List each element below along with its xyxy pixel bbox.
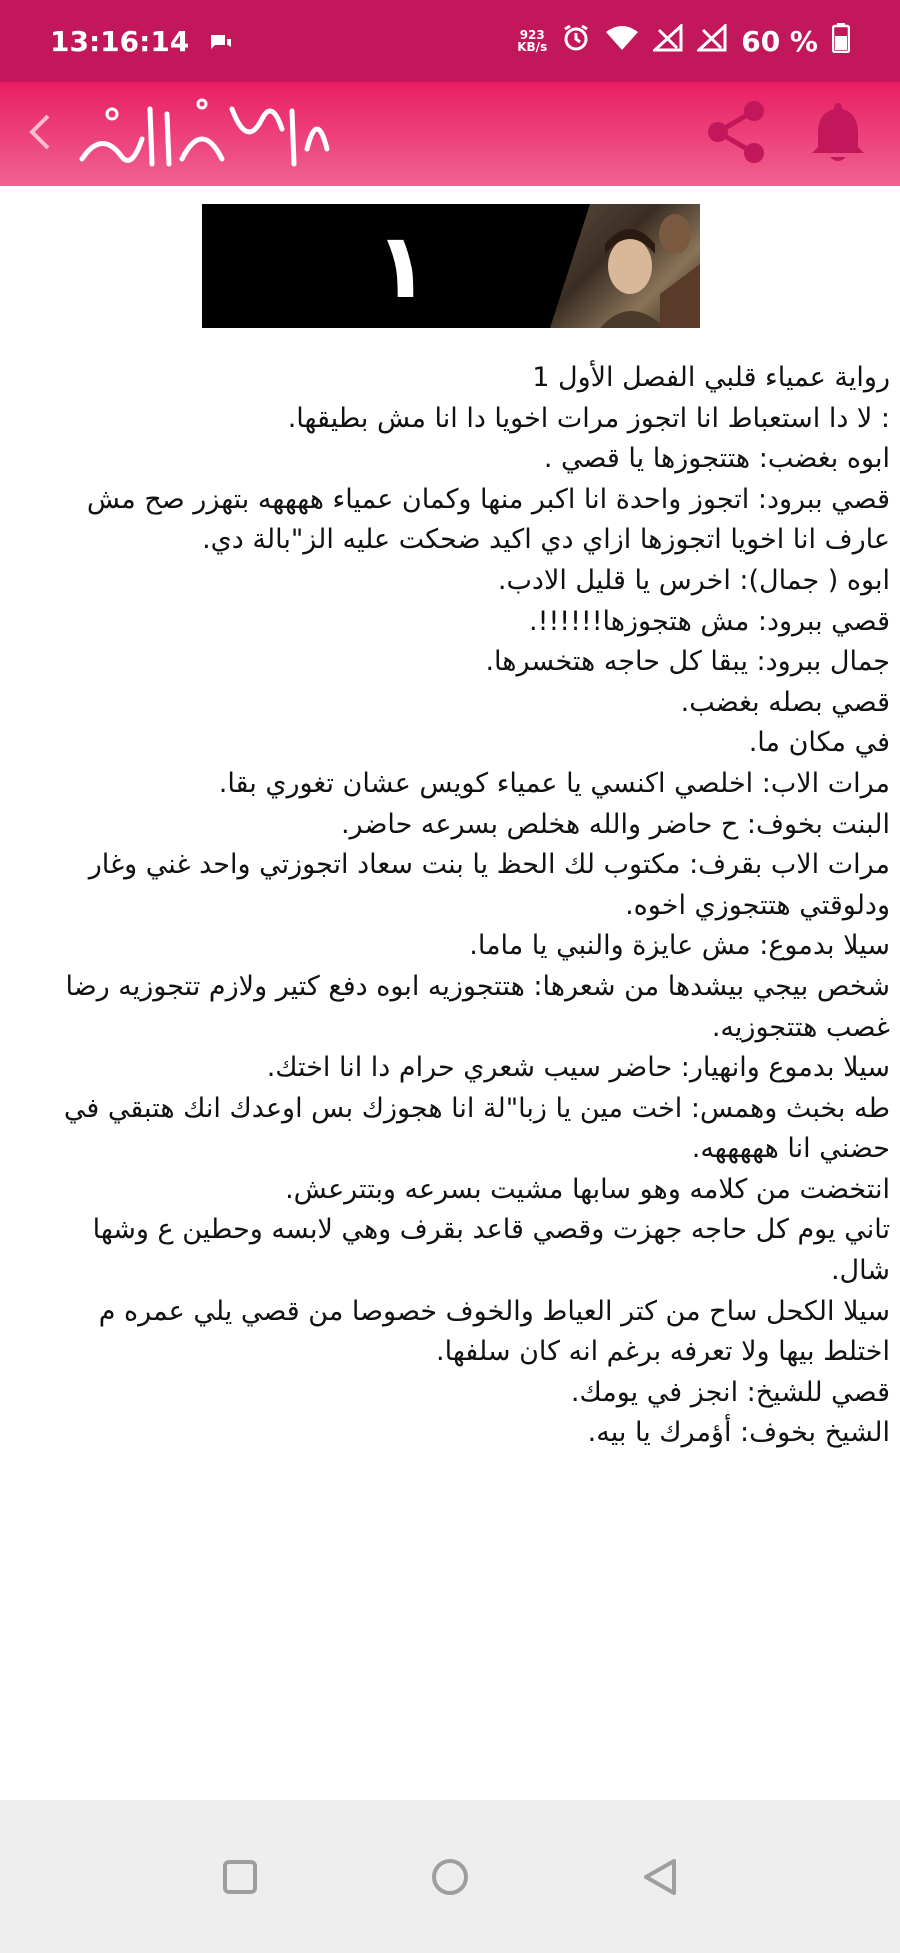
paragraph: قصي للشيخ: انجز في يومك.	[570, 1376, 890, 1408]
status-bar	[0, 0, 900, 82]
paragraph: سيلا بدموع: مش عايزة والنبي يا ماما.	[469, 930, 890, 962]
paragraph: طه بخبث وهمس: اخت مين يا زبا"لة انا هجوزك بس اوعدك انك هتبقي في حضني انا هههههه.	[63, 1092, 890, 1165]
paragraph: ابوه بغضب: هتتجوزها يا قصي .	[543, 443, 890, 475]
paragraph: ابوه ( جمال): اخرس يا قليل الادب.	[497, 564, 890, 596]
cover-photo	[550, 204, 700, 328]
status-time: 13:16:14	[50, 24, 190, 58]
paragraph: مرات الاب: اخلصي اكنسي يا عمياء كويس عشان تغوري بقا.	[218, 767, 890, 799]
calligraphy-logo-graphic	[72, 89, 332, 179]
paragraph: سيلا الكحل ساح من كتر العياط والخوف خصوصا من قصي يلي عمره م اختلط بيها ولا تعرفه برغم انه كان سلفها.	[98, 1295, 890, 1368]
paragraph: قصي بصله بغضب.	[680, 686, 890, 718]
share-icon[interactable]	[702, 97, 772, 171]
paragraph: البنت بخوف: ح حاضر والله هخلص بسرعه حاضر.	[340, 808, 890, 840]
wifi-icon	[605, 24, 639, 59]
app-bar-left	[28, 89, 332, 179]
paragraph: انتخضت من كلامه وهو سابها مشيت بسرعه وبتترعش.	[285, 1173, 890, 1205]
chapter-banner	[202, 204, 700, 328]
app-bar-right	[702, 97, 880, 171]
article-content	[28, 358, 890, 1800]
network-speed-value: 923	[519, 28, 545, 42]
cover-photo-graphic	[550, 204, 700, 328]
battery-icon	[832, 23, 850, 60]
signal-icon	[653, 24, 683, 59]
network-speed	[517, 29, 547, 53]
status-right	[517, 23, 850, 60]
paragraph: شخص بيجي بيشدها من شعرها: هتتجوزيه ابوه دفع كتير ولازم تتجوزيه رضا غصب هتتجوزيه.	[65, 970, 890, 1043]
network-speed-unit: KB/s	[517, 40, 548, 54]
paragraph: رواية عمياء قلبي الفصل الأول 1	[532, 362, 890, 393]
signal-icon-secondary	[697, 24, 727, 59]
battery-text: 60 %	[741, 24, 818, 58]
paragraph: تاني يوم كل حاجه جهزت وقصي قاعد بقرف وهي لابسه وحطين ع وشها شال.	[92, 1214, 890, 1287]
paragraph: قصي ببرود: مش هتجوزها!!!!!!.	[529, 605, 890, 637]
paragraph: قصي ببرود: اتجوز واحدة انا اكبر منها وكمان عمياء ههههه بتهزر صح مش عارف انا اخويا اتجوزها ازاي دي اكيد ضحكت عليه الز"بالة دي.	[86, 483, 890, 556]
paragraph: : لا دا استعباط انا اتجوز مرات اخويا دا انا مش بطيقها.	[287, 402, 890, 434]
bell-icon[interactable]	[808, 99, 868, 169]
back-triangle-icon[interactable]	[630, 1847, 690, 1907]
app-logo	[72, 89, 332, 179]
recents-square-icon[interactable]	[210, 1847, 270, 1907]
messenger-notification-icon	[209, 25, 233, 58]
paragraph: جمال ببرود: يبقا كل حاجه هتخسرها.	[485, 646, 890, 678]
paragraph: سيلا بدموع وانهيار: حاضر سيب شعري حرام دا انا اختك.	[266, 1052, 890, 1084]
paragraph: الشيخ بخوف: أؤمرك يا بيه.	[587, 1417, 890, 1449]
app-bar	[0, 82, 900, 186]
status-left	[50, 25, 233, 58]
alarm-icon	[561, 23, 591, 60]
home-circle-icon[interactable]	[420, 1847, 480, 1907]
paragraph: مرات الاب بقرف: مكتوب لك الحظ يا بنت سعاد اتجوزتي واحد غني وغار ودلوقتي هتتجوزي اخوه.	[88, 849, 890, 921]
chapter-number: ١	[374, 213, 430, 319]
back-chevron-icon[interactable]	[28, 112, 52, 156]
system-navigation-bar	[0, 1800, 900, 1953]
paragraph: في مكان ما.	[748, 727, 890, 759]
